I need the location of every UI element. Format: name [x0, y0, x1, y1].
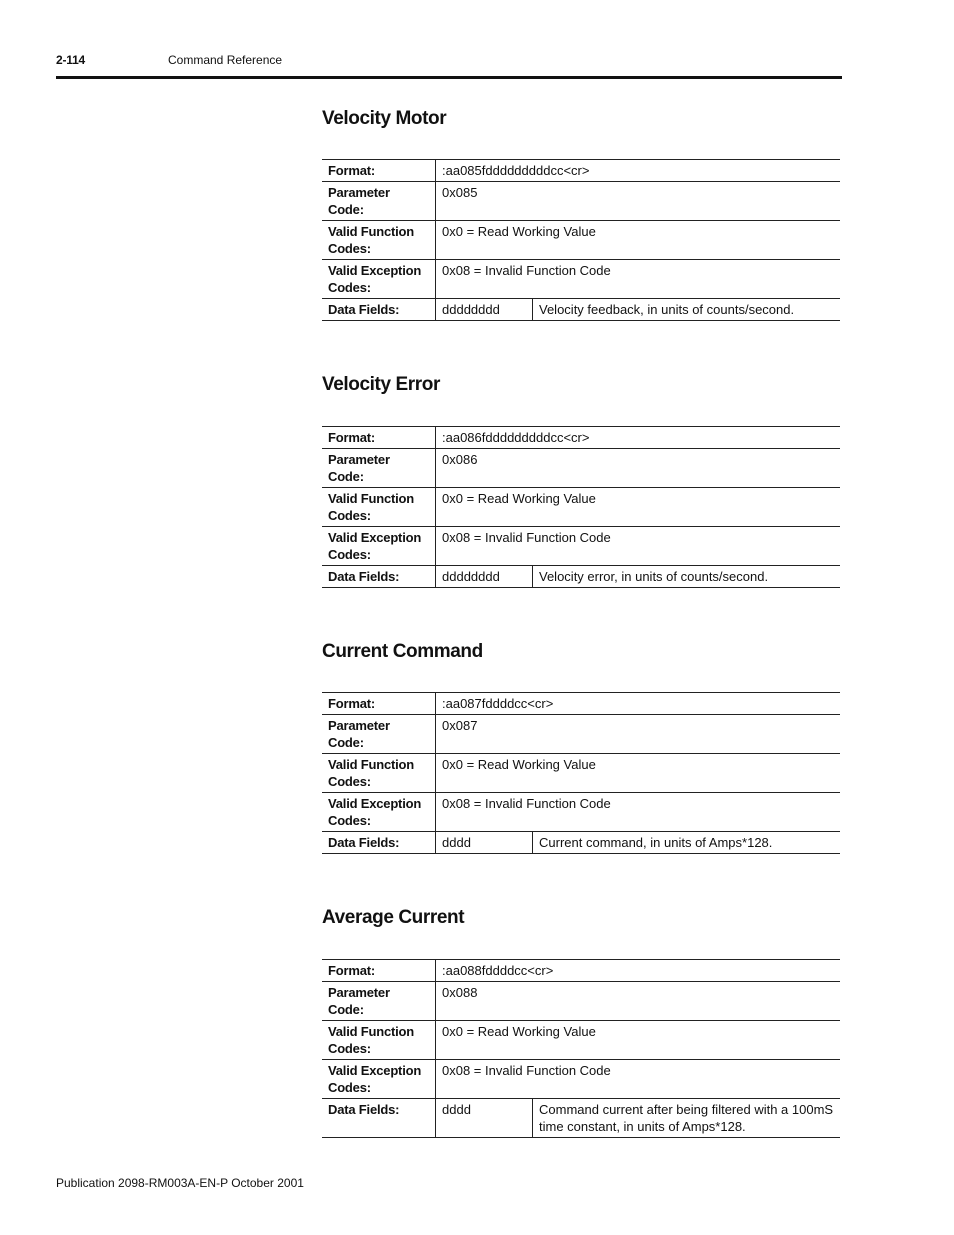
data-field-value: dddd [436, 1099, 533, 1138]
valid-function-codes-value: 0x0 = Read Working Value [436, 221, 841, 260]
valid-function-codes-label: Valid Function Codes: [322, 754, 436, 793]
page-number: 2-114 [56, 53, 86, 67]
valid-function-codes-label: Valid Function Codes: [322, 1021, 436, 1060]
section-title-velocity-motor: Velocity Motor [322, 108, 447, 129]
command-table-velocity-error [322, 426, 840, 588]
parameter-code-value: 0x086 [436, 449, 841, 488]
section-title-average-current: Average Current [322, 907, 465, 928]
valid-exception-codes-value: 0x08 = Invalid Function Code [436, 1060, 841, 1099]
table-row [322, 160, 840, 182]
parameter-code-value: 0x087 [436, 715, 841, 754]
format-value: :aa087fddddcc<cr> [436, 693, 841, 715]
format-value: :aa086fdddddddddcc<cr> [436, 427, 841, 449]
valid-function-codes-value: 0x0 = Read Working Value [436, 488, 841, 527]
format-label: Format: [322, 160, 436, 182]
format-label: Format: [322, 693, 436, 715]
data-fields-label: Data Fields: [322, 299, 436, 321]
data-field-description: Command current after being filtered with a 100mS time constant, in units of Amps*128. [533, 1099, 841, 1138]
valid-exception-codes-value: 0x08 = Invalid Function Code [436, 527, 841, 566]
data-fields-label: Data Fields: [322, 1099, 436, 1138]
command-table-average-current [322, 959, 840, 1138]
parameter-code-value: 0x088 [436, 982, 841, 1021]
section-title-current-command: Current Command [322, 641, 483, 662]
valid-function-codes-label: Valid Function Codes: [322, 488, 436, 527]
running-title: Command Reference [168, 53, 283, 67]
table-row [322, 715, 840, 754]
table-row [322, 693, 840, 715]
valid-exception-codes-label: Valid Exception Codes: [322, 527, 436, 566]
valid-exception-codes-label: Valid Exception Codes: [322, 260, 436, 299]
publication-footer: Publication 2098-RM003A-EN-P October 2001 [56, 1176, 304, 1190]
valid-exception-codes-label: Valid Exception Codes: [322, 1060, 436, 1099]
table-row [322, 566, 840, 588]
data-field-value: dddd [436, 832, 533, 854]
table-row [322, 449, 840, 488]
command-table-current-command [322, 692, 840, 854]
table-row [322, 1021, 840, 1060]
table-row [322, 960, 840, 982]
format-value: :aa088fddddcc<cr> [436, 960, 841, 982]
format-label: Format: [322, 427, 436, 449]
data-fields-label: Data Fields: [322, 566, 436, 588]
table-row [322, 299, 840, 321]
format-label: Format: [322, 960, 436, 982]
data-fields-label: Data Fields: [322, 832, 436, 854]
table-row [322, 182, 840, 221]
valid-exception-codes-value: 0x08 = Invalid Function Code [436, 793, 841, 832]
table-row [322, 832, 840, 854]
parameter-code-label: Parameter Code: [322, 449, 436, 488]
valid-exception-codes-label: Valid Exception Codes: [322, 793, 436, 832]
parameter-code-label: Parameter Code: [322, 182, 436, 221]
parameter-code-value: 0x085 [436, 182, 841, 221]
table-row [322, 793, 840, 832]
parameter-code-label: Parameter Code: [322, 715, 436, 754]
command-table-velocity-motor [322, 159, 840, 321]
valid-function-codes-label: Valid Function Codes: [322, 221, 436, 260]
valid-function-codes-value: 0x0 = Read Working Value [436, 1021, 841, 1060]
data-field-value: dddddddd [436, 299, 533, 321]
table-row [322, 260, 840, 299]
table-row [322, 527, 840, 566]
section-title-velocity-error: Velocity Error [322, 374, 440, 395]
valid-function-codes-value: 0x0 = Read Working Value [436, 754, 841, 793]
data-field-description: Velocity error, in units of counts/second. [533, 566, 841, 588]
table-row [322, 488, 840, 527]
parameter-code-label: Parameter Code: [322, 982, 436, 1021]
table-row [322, 427, 840, 449]
format-value: :aa085fdddddddddcc<cr> [436, 160, 841, 182]
table-row [322, 982, 840, 1021]
table-row [322, 1060, 840, 1099]
page-header [56, 52, 842, 79]
table-row [322, 221, 840, 260]
data-field-value: dddddddd [436, 566, 533, 588]
data-field-description: Velocity feedback, in units of counts/second. [533, 299, 841, 321]
data-field-description: Current command, in units of Amps*128. [533, 832, 841, 854]
table-row [322, 754, 840, 793]
valid-exception-codes-value: 0x08 = Invalid Function Code [436, 260, 841, 299]
table-row [322, 1099, 840, 1138]
